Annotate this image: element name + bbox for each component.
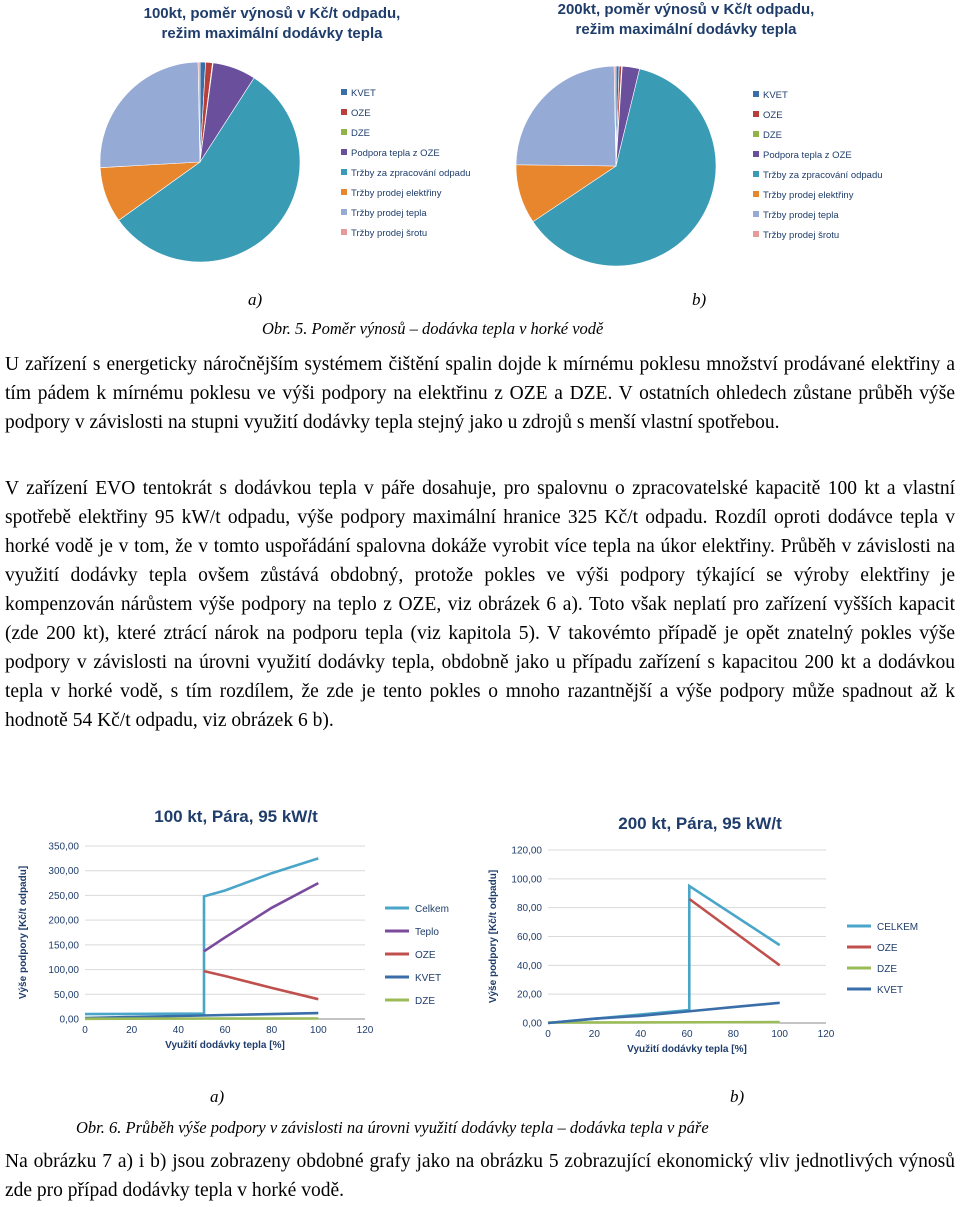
y-tick-label: 150,00 [48,940,79,952]
y-tick-label: 0,00 [59,1014,79,1026]
y-tick-label: 60,00 [516,932,542,943]
legend-label: OZE [763,110,783,121]
y-tick-label: 0,00 [522,1018,542,1030]
legend-label: KVET [415,973,442,984]
figure5-label-b: b) [692,290,707,309]
legend-label: DZE [351,128,370,139]
legend-label: Tržby prodej tepla [351,208,427,219]
paragraph-1: U zařízení s energeticky náročnějším systémem čištění spalin dojde k mírnému poklesu množství prodávané elektřiny a tím pádem k mírnému poklesu ve výši podpory na elektřinu z OZE a DZE. V ostatních ohledech zůstane průběh výše podpory v závislosti na stupni využití dodávky tepla stejný jako u zdrojů s menší vlastní spotřebou. [5,354,955,433]
legend-label: Tržby prodej tepla [763,210,839,221]
legend-swatch [753,171,759,177]
y-tick-label: 300,00 [48,866,79,878]
legend-label: Tržby za zpracování odpadu [351,168,471,179]
legend-label: OZE [877,943,898,954]
legend-label: Tržby za zpracování odpadu [763,170,883,181]
series-line [548,886,780,1023]
legend-label: Tržby prodej elektřiny [351,188,442,199]
y-tick-label: 20,00 [516,989,542,1001]
pie-title-line: 200kt, poměr výnosů v Kč/t odpadu, [557,1,815,18]
legend-label: OZE [415,950,436,961]
pie-slice [516,66,616,166]
x-tick-label: 60 [681,1029,693,1040]
series-line [548,1003,780,1023]
legend-swatch [753,151,759,157]
x-tick-label: 80 [727,1029,739,1040]
legend-label: Tržby prodej šrotu [763,230,840,241]
legend-swatch [341,149,347,155]
y-tick-label: 200,00 [48,915,79,927]
legend-swatch [341,89,347,95]
legend-label: Tržby prodej elektřiny [763,190,854,201]
legend-label: DZE [877,964,897,975]
y-tick-label: 250,00 [48,890,79,902]
paragraph-2: V zařízení EVO tentokrát s dodávkou tepla v páře dosahuje, pro spalovnu o zpracovatelské kapacitě 100 kt a vlastní spotřebě elektřiny 95 kW/t odpadu, výše podpory maximální hranice 325 Kč/t odpadu. Rozdíl oproti dodávce tepla v horké vodě je v tom, že v tomto uspořádání spalovna dokáže vyrobit více tepla na úkor elektřiny. Průběh v závislosti na využití dodávky tepla ovšem zůstává obdobný, protože pokles ve výši podpory týkající se výroby elektřiny je kompenzován nárůstem výše podpory na teplo z OZE, viz obrázek 6 a). Toto však neplatí pro zařízení vyšších kapacit (zde 200 kt), které ztrácí nárok na podporu tepla (viz kapitola 5). V takovémto případě je opět znatelný pokles výše podpory v závislosti na úrovni využití dodávky tepla, obdobně jako u případu zařízení s kapacitou 200 kt a dodávkou tepla v horké vodě, s tím rozdílem, že zde je tento pokles o mnoho razantnější a výše podpory může spadnout až k hodnotě 54 Kč/t odpadu, viz obrázek 6 b). [5,478,955,731]
y-axis-label: Výše podpory [Kč/t odpadu] [488,869,499,1004]
legend-swatch [753,111,759,117]
x-tick-label: 40 [635,1029,647,1040]
line-chart-100kt-para [10,800,470,1070]
series-line [204,971,318,999]
legend-swatch [753,211,759,217]
legend-label: DZE [415,996,435,1007]
figure6-caption: Obr. 6. Průběh výše podpory v závislosti na úrovni využití dodávky tepla – dodávka tepla v páře [76,1118,709,1137]
figure6-label-b: b) [730,1087,745,1106]
x-tick-label: 80 [266,1025,278,1036]
x-tick-label: 60 [219,1025,231,1036]
pie-slice [100,62,200,168]
legend-swatch [753,191,759,197]
line-chart-title: 100 kt, Pára, 95 kW/t [154,807,318,826]
x-tick-label: 120 [356,1025,374,1036]
y-tick-label: 100,00 [511,874,542,886]
legend-swatch [341,109,347,115]
y-tick-label: 350,00 [48,841,79,853]
y-tick-label: 100,00 [48,965,79,977]
legend-label: DZE [763,130,782,141]
legend-swatch [753,91,759,97]
legend-label: OZE [351,108,371,119]
y-axis-label: Výše podpory [Kč/t odpadu] [18,865,29,1000]
x-tick-label: 100 [771,1029,789,1040]
legend-label: CELKEM [877,922,919,933]
legend-label: KVET [877,985,904,996]
series-line [548,1022,780,1023]
pie-title-line: režim maximální dodávky tepla [161,25,383,42]
legend-label: KVET [763,90,788,101]
figure5-caption: Obr. 5. Poměr výnosů – dodávka tepla v horké vodě [262,319,604,338]
x-tick-label: 20 [588,1029,600,1040]
legend-label: Podpora tepla z OZE [763,150,852,161]
y-tick-label: 120,00 [511,845,542,857]
pie-title-line: režim maximální dodávky tepla [575,21,797,38]
legend-label: Celkem [415,904,449,915]
x-tick-label: 40 [172,1025,184,1036]
paragraph-3: Na obrázku 7 a) i b) jsou zobrazeny obdobné grafy jako na obrázku 5 zobrazující ekonomický vliv jednotlivých výnosů zde pro případ dodávky tepla v horké vodě. [5,1151,955,1201]
pie-title-line: 100kt, poměr výnosů v Kč/t odpadu, [143,5,401,22]
x-axis-label: Využití dodávky tepla [%] [627,1044,747,1055]
pie-chart-100kt [80,0,480,270]
legend-swatch [753,131,759,137]
x-tick-label: 0 [82,1025,88,1036]
x-tick-label: 20 [126,1025,138,1036]
pie-chart-200kt [500,0,900,270]
line-chart-200kt-para [480,805,950,1075]
y-tick-label: 40,00 [516,960,542,972]
y-tick-label: 80,00 [516,903,542,915]
figure6-label-a: a) [210,1087,225,1106]
x-tick-label: 100 [309,1025,327,1036]
legend-swatch [753,231,759,237]
series-line [689,899,779,965]
line-chart-title: 200 kt, Pára, 95 kW/t [618,814,782,833]
legend-label: Podpora tepla z OZE [351,148,440,159]
x-axis-label: Využití dodávky tepla [%] [165,1040,285,1051]
legend-swatch [341,189,347,195]
legend-label: Teplo [415,927,439,938]
x-tick-label: 120 [817,1029,835,1040]
legend-label: Tržby prodej šrotu [351,228,428,239]
legend-swatch [341,229,347,235]
series-line [204,883,318,951]
figure5-label-a: a) [248,290,263,309]
y-tick-label: 50,00 [53,989,79,1001]
x-tick-label: 0 [545,1029,551,1040]
legend-swatch [341,209,347,215]
legend-swatch [341,129,347,135]
legend-label: KVET [351,88,376,99]
legend-swatch [341,169,347,175]
